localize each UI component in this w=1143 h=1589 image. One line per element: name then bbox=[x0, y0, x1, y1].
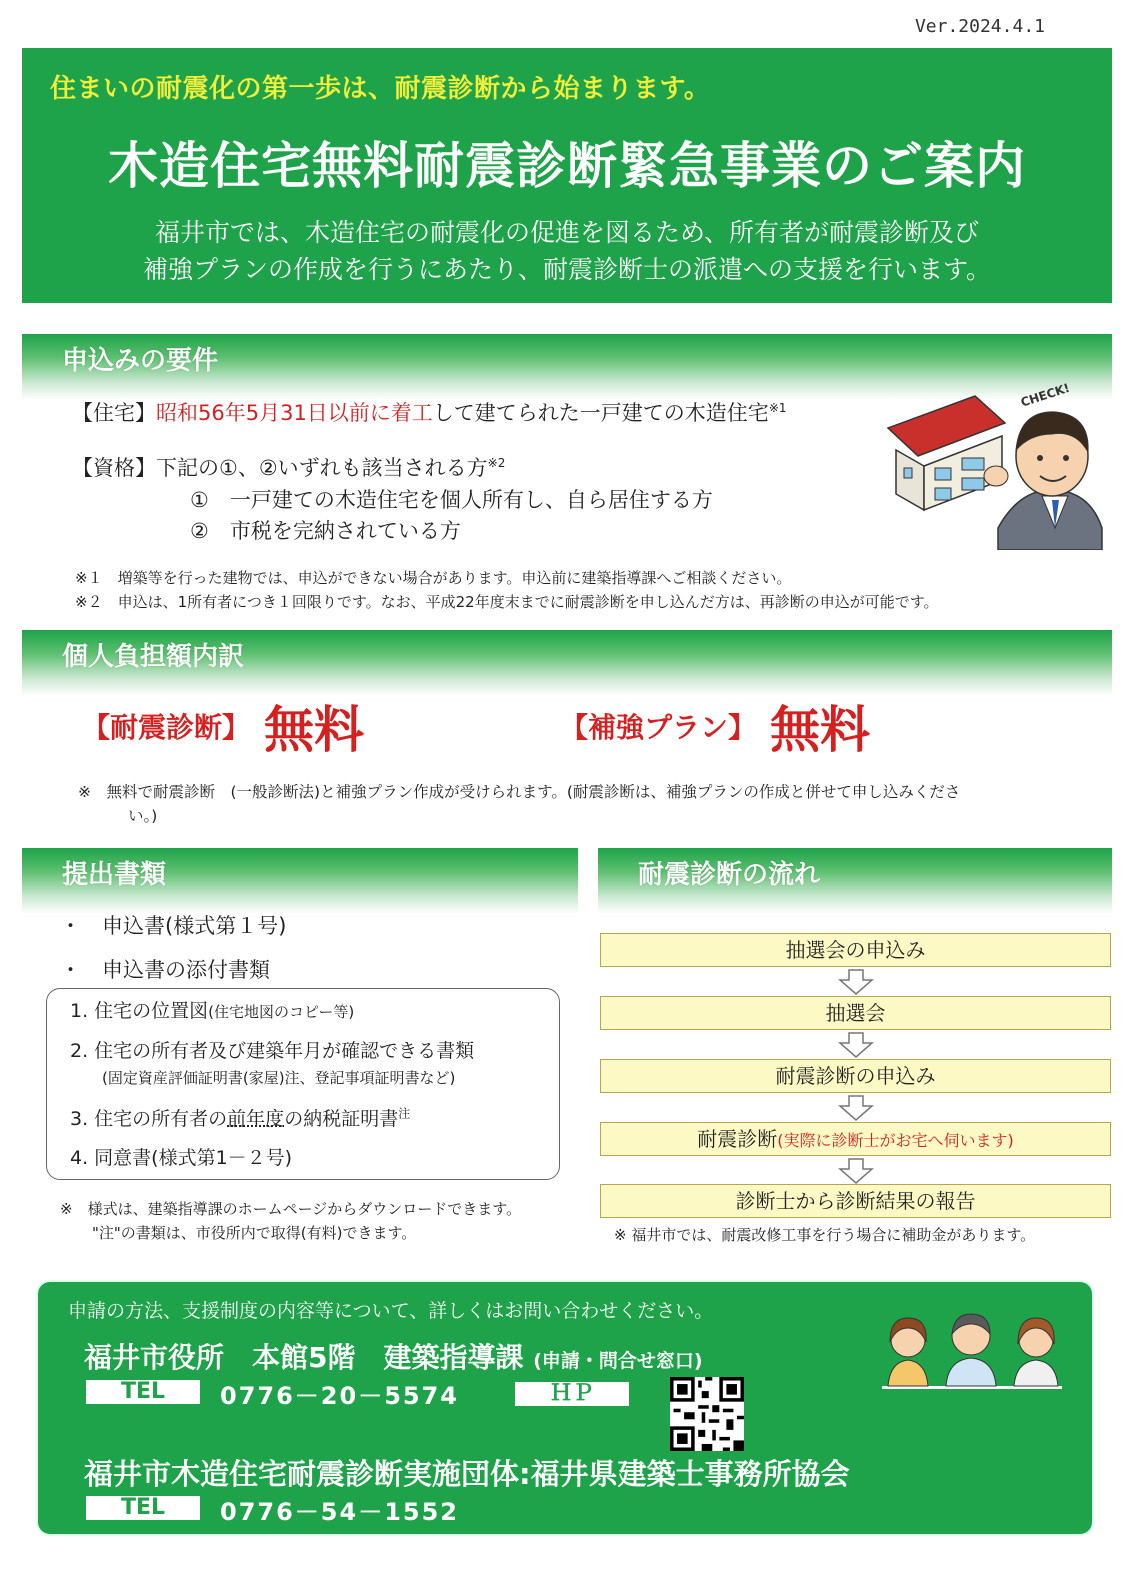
document-application-form: ・ 申込書(様式第１号) bbox=[60, 914, 287, 938]
contact-lead: 申請の方法、支援制度の内容等について、詳しくはお問い合わせください。 bbox=[68, 1300, 714, 1322]
documents-note-line2: "注"の書類は、市役所内で取得(有料)できます。 bbox=[92, 1224, 417, 1242]
attachment-3-underline: 前年度 bbox=[227, 1108, 285, 1130]
flow-heading-text: 耐震診断の流れ bbox=[638, 860, 821, 890]
flow-arrow-4-icon bbox=[838, 1158, 874, 1184]
tel-number-association: 0776－54－1552 bbox=[220, 1498, 459, 1526]
documents-note-line1: ※ 様式は、建築指導課のホームページからダウンロードできます。 bbox=[60, 1200, 522, 1218]
check-label: CHECK! bbox=[1018, 380, 1072, 410]
attachment-3-mark: 注 bbox=[398, 1106, 411, 1121]
tel-label-1: TEL bbox=[86, 1380, 200, 1404]
burden-note-line2: い。) bbox=[128, 807, 158, 825]
flow-heading bbox=[598, 848, 1112, 914]
burden-diagnosis-label: 【耐震診断】 bbox=[82, 711, 251, 744]
page-title: 木造住宅無料耐震診断緊急事業のご案内 bbox=[108, 137, 1026, 195]
documents-heading-text: 提出書類 bbox=[62, 860, 167, 890]
house-label: 【住宅】 bbox=[72, 401, 156, 425]
burden-plan-label: 【補強プラン】 bbox=[560, 711, 757, 744]
burden-heading bbox=[22, 630, 1112, 696]
office-name: 福井市役所 本館5階 建築指導課 bbox=[84, 1341, 524, 1374]
flow-step-2: 抽選会 bbox=[600, 996, 1111, 1030]
tel-number-office: 0776－20－5574 bbox=[220, 1382, 459, 1410]
flow-step-4 bbox=[600, 1122, 1111, 1156]
hero-desc-line2: 補強プランの作成を行うにあたり、耐震診断士の派遣への支援を行います。 bbox=[142, 255, 991, 284]
attachment-2-note: (固定資産評価証明書(家屋)注、登記事項証明書など) bbox=[102, 1069, 456, 1087]
staff-people-illustration bbox=[876, 1300, 1066, 1394]
attachment-3-pre: 3. 住宅の所有者の bbox=[70, 1108, 228, 1130]
house-date-condition: 昭和56年5月31日以前に着工 bbox=[156, 401, 433, 425]
requirements-heading-text: 申込みの要件 bbox=[62, 346, 219, 376]
attachment-3-post: の納税証明書 bbox=[284, 1108, 399, 1130]
attachment-consent-form: 4. 同意書(様式第1－２号) bbox=[70, 1147, 293, 1169]
hero-desc-line1: 福井市では、木造住宅の耐震化の促進を図るため、所有者が耐震診断及び bbox=[154, 218, 979, 247]
house-condition-rest: して建てられた一戸建ての木造住宅 bbox=[432, 401, 769, 425]
contact-organization: 福井市木造住宅耐震診断実施団体:福井県建築士事務所協会 bbox=[84, 1457, 850, 1491]
qualification-item-2: ② 市税を完納されている方 bbox=[190, 519, 461, 543]
documents-heading bbox=[22, 848, 578, 914]
flow-arrow-1-icon bbox=[838, 969, 874, 995]
burden-heading-text: 個人負担額内訳 bbox=[62, 642, 245, 672]
hero-description bbox=[22, 214, 1112, 288]
burden-plan bbox=[560, 690, 870, 762]
requirement-note-2: ※２ 申込は、1所有者につき１回限りです。なお、平成22年度末までに耐震診断を申し込んだ方は、再診断の申込が可能です。 bbox=[75, 593, 939, 611]
attachment-1-note: (住宅地図のコピー等) bbox=[208, 1003, 355, 1021]
flow-step-4-main: 耐震診断 bbox=[697, 1127, 778, 1151]
flow-step-3: 耐震診断の申込み bbox=[600, 1059, 1111, 1093]
flow-arrow-3-icon bbox=[838, 1095, 874, 1121]
attachment-tax-certificate bbox=[70, 1104, 410, 1131]
attachment-ownership-examples bbox=[102, 1066, 455, 1088]
flow-arrow-2-icon bbox=[838, 1032, 874, 1058]
burden-diagnosis-value: 無料 bbox=[264, 701, 365, 759]
attachment-1-main: 1. 住宅の位置図 bbox=[70, 1000, 209, 1022]
requirement-house bbox=[72, 397, 787, 427]
document-attachments: ・ 申込書の添付書類 bbox=[60, 958, 270, 982]
burden-diagnosis bbox=[82, 690, 364, 762]
tel-label-2: TEL bbox=[86, 1496, 200, 1520]
house-note-mark: ※1 bbox=[768, 401, 787, 415]
qual-note-mark: ※2 bbox=[487, 456, 506, 470]
burden-plan-value: 無料 bbox=[770, 701, 871, 759]
flow-step-1: 抽選会の申込み bbox=[600, 933, 1111, 967]
hero-banner bbox=[22, 48, 1112, 303]
qual-text: 下記の①、②いずれも該当される方 bbox=[156, 456, 488, 480]
flow-note: ※ 福井市では、耐震改修工事を行う場合に補助金があります。 bbox=[614, 1226, 1036, 1244]
contact-box bbox=[36, 1280, 1094, 1536]
burden-note-line1: ※ 無料で耐震診断 (一般診断法)と補強プラン作成が受けられます。(耐震診断は、補強プランの作成と併せて申し込みくださ bbox=[78, 783, 961, 801]
hp-label: ＨＰ bbox=[515, 1382, 629, 1406]
contact-office bbox=[84, 1336, 703, 1376]
flow-step-5: 診断士から診断結果の報告 bbox=[600, 1184, 1111, 1218]
hero-tagline: 住まいの耐震化の第一歩は、耐震診断から始まります。 bbox=[50, 74, 711, 104]
attachment-location-map bbox=[70, 996, 354, 1023]
qr-code-icon[interactable] bbox=[670, 1377, 744, 1451]
flow-step-4-detail: (実際に診断士がお宅へ伺います) bbox=[777, 1131, 1014, 1150]
requirement-qualification bbox=[72, 452, 505, 482]
qual-label: 【資格】 bbox=[72, 456, 156, 480]
man-holding-house-illustration bbox=[880, 378, 1110, 550]
version-label: Ver.2024.4.1 bbox=[914, 16, 1045, 37]
attachment-ownership-doc: 2. 住宅の所有者及び建築年月が確認できる書類 bbox=[70, 1040, 475, 1062]
office-subtitle: (申請・問合せ窓口) bbox=[533, 1350, 703, 1372]
requirement-note-1: ※１ 増築等を行った建物では、申込ができない場合があります。申込前に建築指導課へご相談ください。 bbox=[75, 569, 792, 587]
qualification-item-1: ① 一戸建ての木造住宅を個人所有し、自ら居住する方 bbox=[190, 488, 713, 512]
